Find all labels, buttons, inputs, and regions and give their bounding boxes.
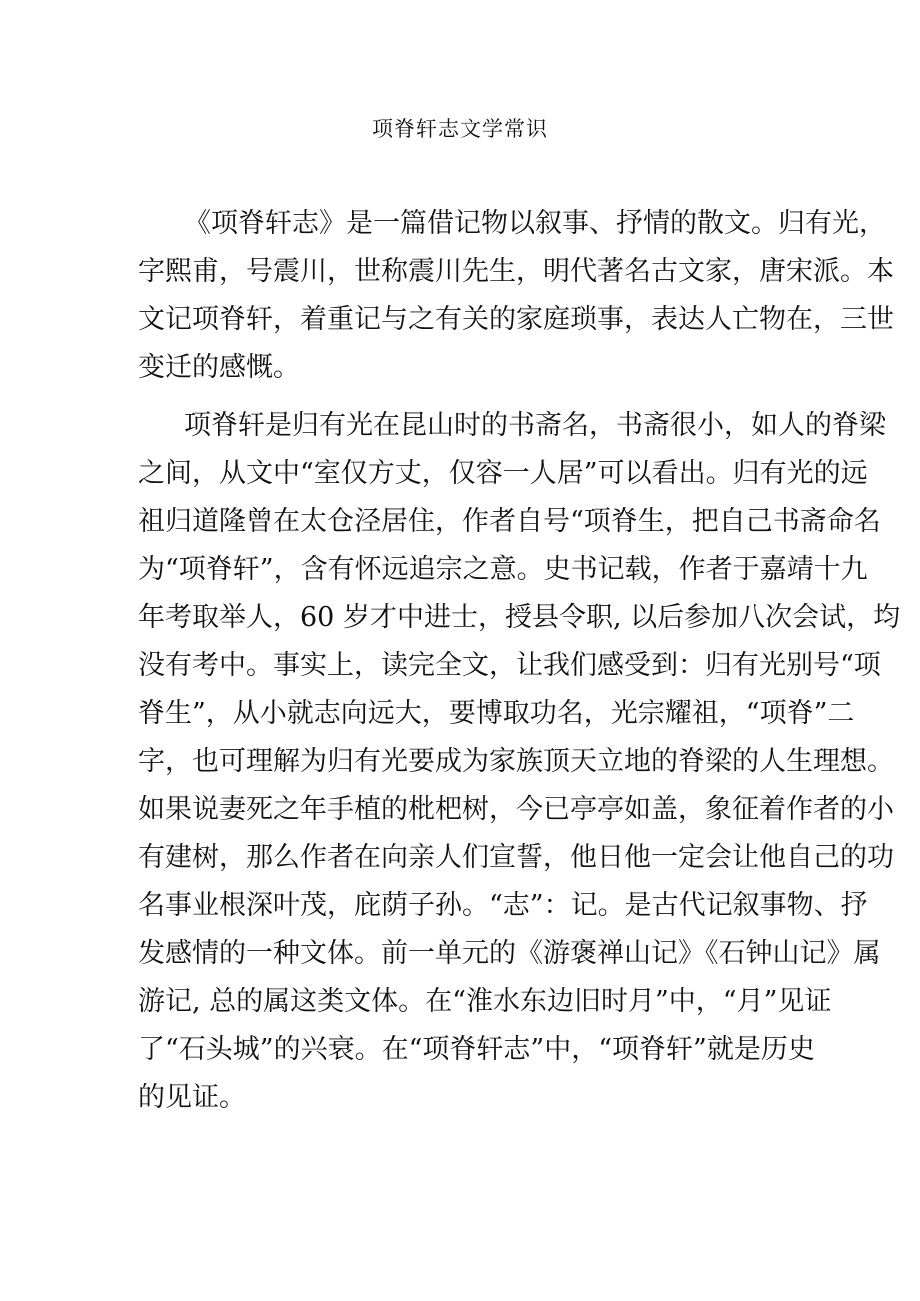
paragraph-2-line-13: 游记, 总的属这类文体。在“淮水东边旧时月”中，“月”见证 xyxy=(138,986,832,1017)
paragraph-2-line-5: 年考取举人，60 岁才中进士，授县令职, 以后参加八次会试，均 xyxy=(138,602,901,633)
paragraph-1-line-3: 文记项脊轩，着重记与之有关的家庭琐事，表达人亡物在，三世 xyxy=(138,304,894,335)
paragraph-2-line-8: 字，也可理解为归有光要成为家族顶天立地的脊梁的人生理想。 xyxy=(138,746,894,777)
paragraph-2-line-11: 名事业根深叶茂，庇荫子孙。“志”：记。是古代记叙事物、抒 xyxy=(138,890,868,921)
paragraph-1-line-1: 《项脊轩志》是一篇借记物以叙事、抒情的散文。归有光， xyxy=(184,208,886,239)
paragraph-1 xyxy=(138,200,894,392)
paragraph-2 xyxy=(138,402,901,1122)
paragraph-2-line-9: 如果说妻死之年手植的枇杷树，今已亭亭如盖，象征着作者的小 xyxy=(138,794,894,825)
document-body xyxy=(138,200,901,1122)
paragraph-2-line-2: 之间，从文中“室仅方丈，仅容一人居”可以看出。归有光的远 xyxy=(138,458,868,489)
paragraph-2-line-3: 祖归道隆曾在太仓泾居住，作者自号“项脊生，把自己书斋命名 xyxy=(138,506,881,537)
paragraph-2-line-15: 的见证。 xyxy=(138,1082,246,1113)
paragraph-1-line-4: 变迁的感慨。 xyxy=(138,352,300,383)
paragraph-2-line-1: 项脊轩是归有光在昆山时的书斋名，书斋很小，如人的脊梁 xyxy=(184,410,886,441)
paragraph-2-line-6: 没有考中。事实上，读完全文，让我们感受到：归有光别号“项 xyxy=(138,650,881,681)
paragraph-2-line-12: 发感情的一种文体。前一单元的《游褒禅山记》《石钟山记》属 xyxy=(138,938,881,969)
paragraph-2-line-7: 脊生”，从小就志向远大，要博取功名，光宗耀祖，“项脊”二 xyxy=(138,698,855,729)
paragraph-1-line-2: 字熙甫，号震川，世称震川先生，明代著名古文家，唐宋派。本 xyxy=(138,256,894,287)
paragraph-2-line-14: 了“石头城”的兴衰。在“项脊轩志”中，“项脊轩”就是历史 xyxy=(138,1034,815,1065)
paragraph-2-line-10: 有建树，那么作者在向亲人们宣誓，他日他一定会让他自己的功 xyxy=(138,842,894,873)
paragraph-2-line-4: 为“项脊轩”，含有怀远追宗之意。史书记载，作者于嘉靖十九 xyxy=(138,554,868,585)
document-title: 项脊轩志文学常识 xyxy=(372,117,548,141)
